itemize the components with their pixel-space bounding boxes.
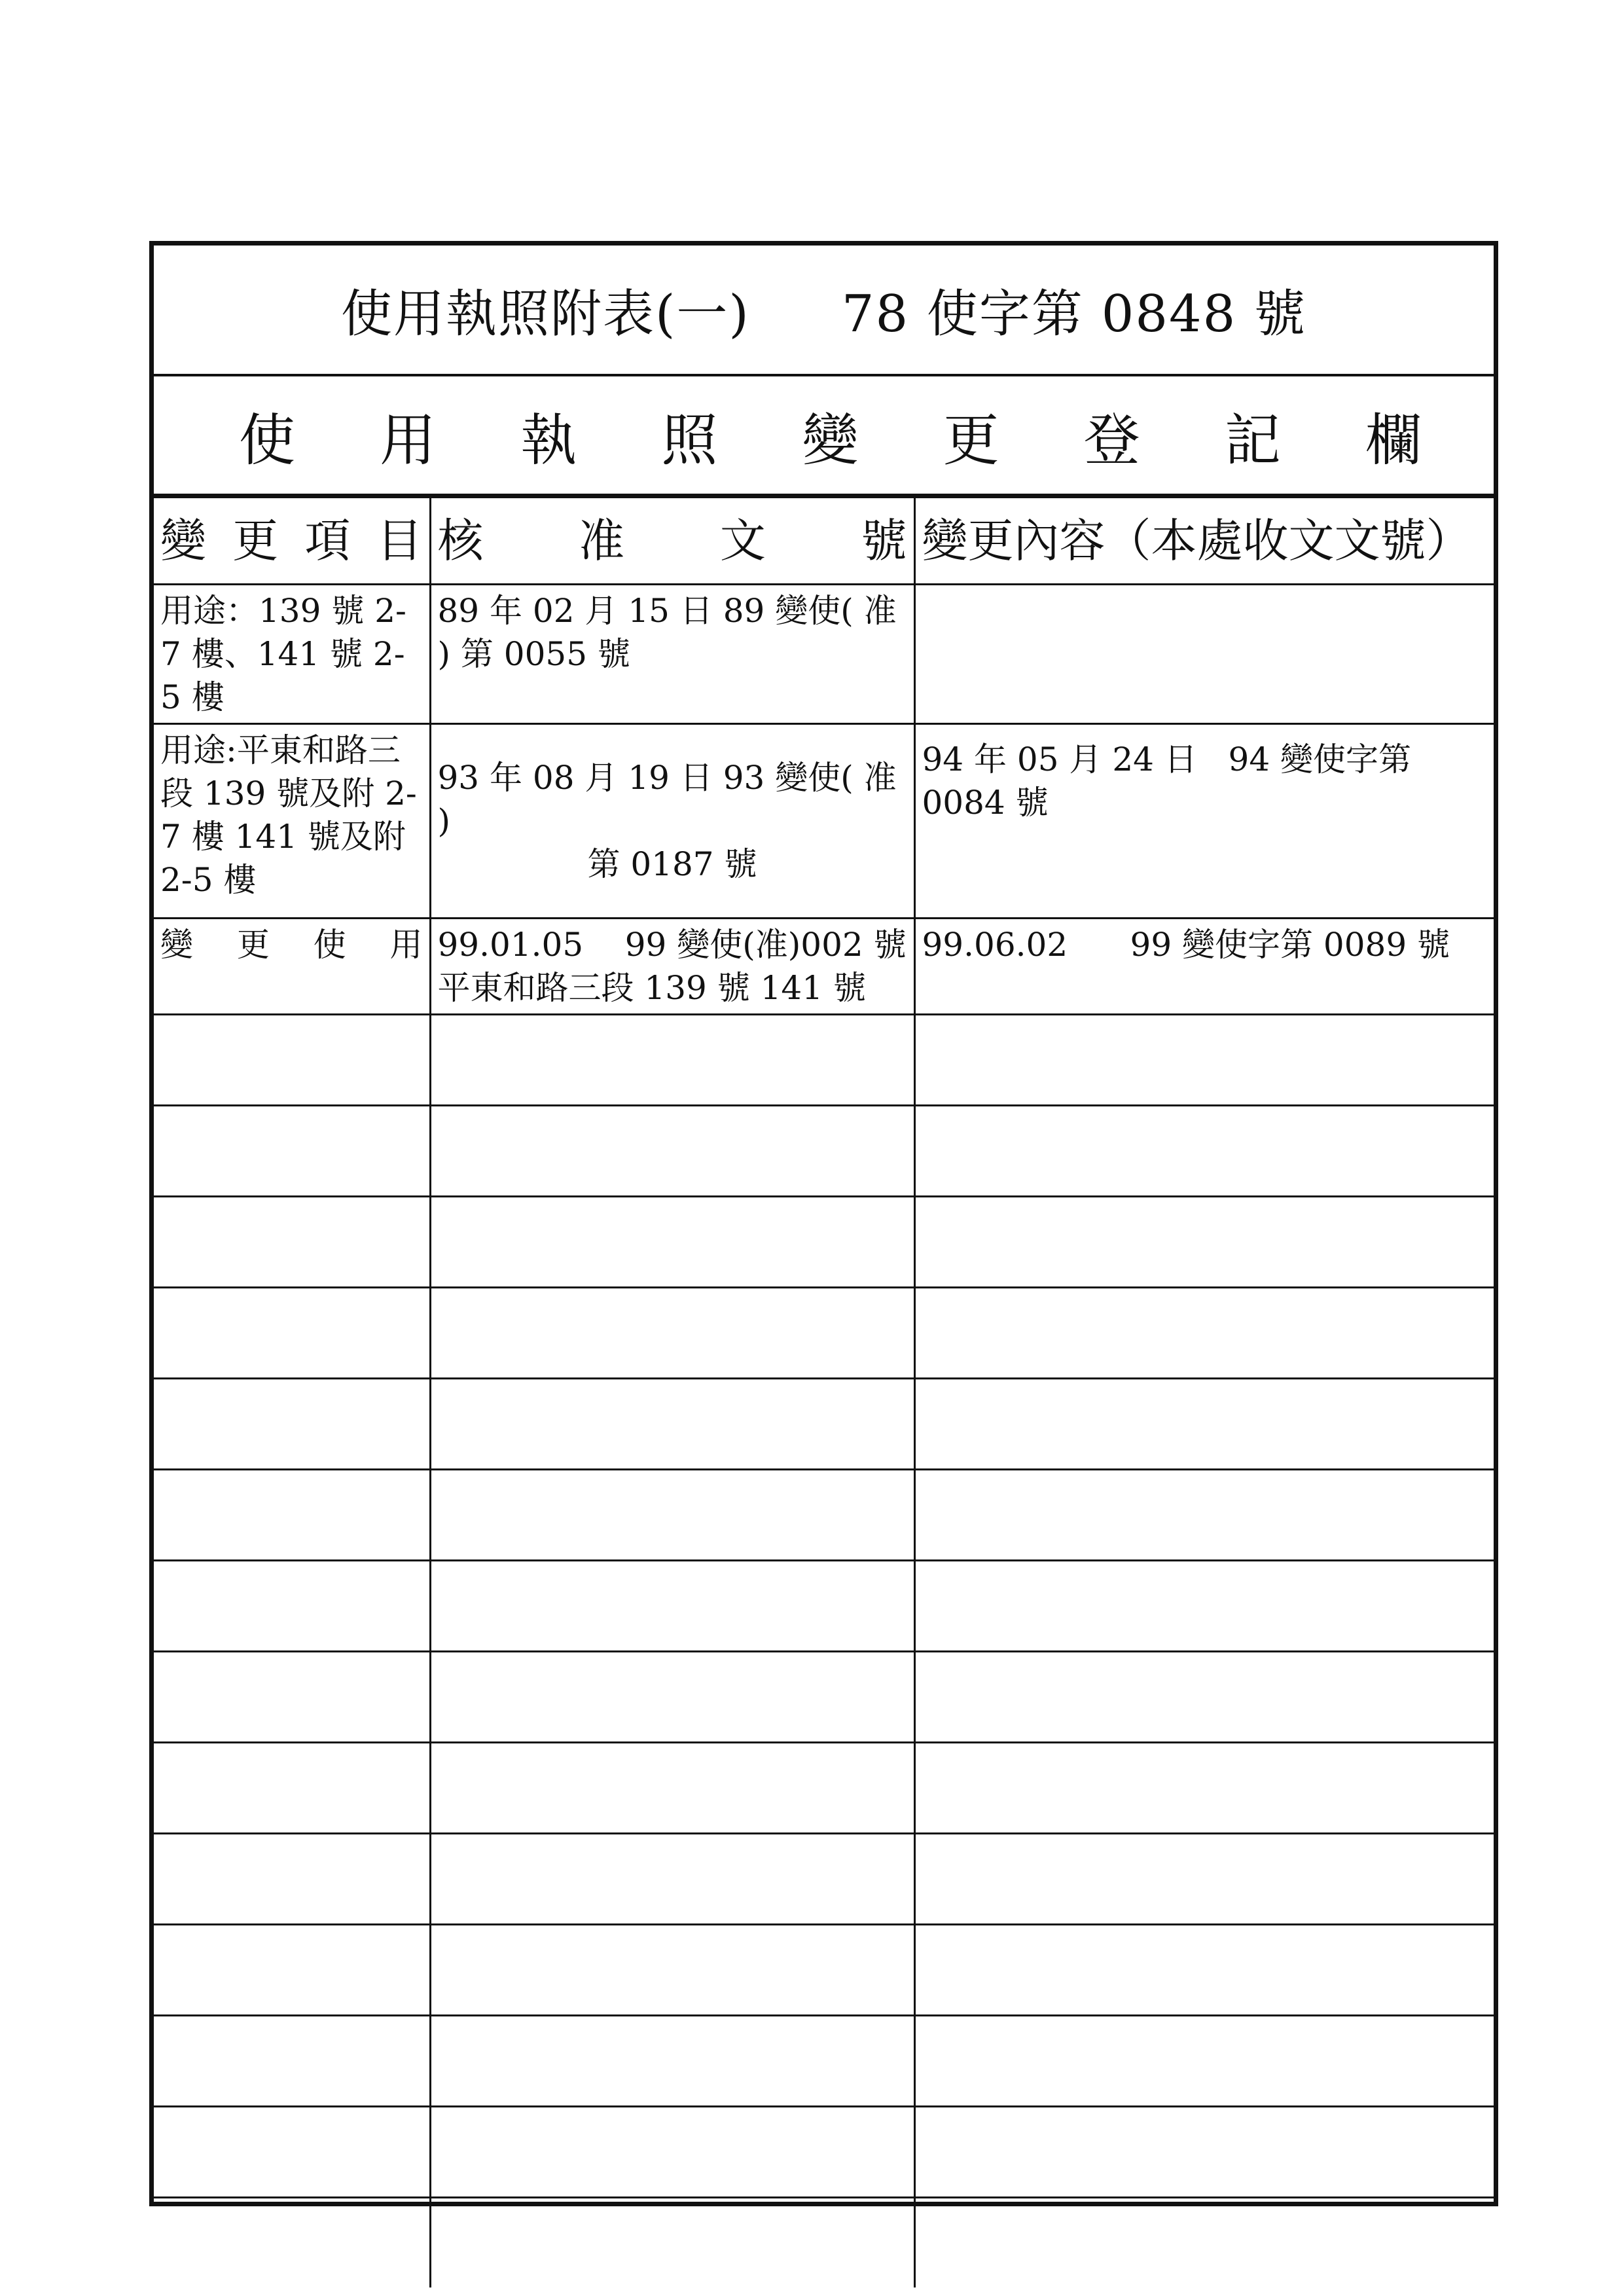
document-title — [154, 246, 1494, 376]
blank-cell — [154, 1561, 430, 1652]
blank-cell — [914, 1106, 1494, 1197]
blank-table-row — [154, 1834, 1494, 1925]
blank-table-row — [154, 1379, 1494, 1470]
blank-table-row — [154, 2107, 1494, 2198]
cell-change-item: 用途：139 號 2-7 樓、141 號 2-5 樓 — [154, 585, 430, 724]
blank-cell — [154, 2016, 430, 2107]
blank-cell — [914, 1561, 1494, 1652]
blank-cell — [430, 1834, 914, 1925]
blank-rows — [154, 1015, 1494, 2288]
section-char: 登 — [1083, 407, 1140, 473]
header-change-item: 變 更 項 目 — [154, 498, 430, 585]
blank-cell — [914, 1470, 1494, 1561]
blank-cell — [154, 2107, 430, 2198]
blank-cell — [154, 2198, 430, 2288]
blank-cell — [430, 1379, 914, 1470]
change-record-table — [154, 496, 1494, 2287]
cell-approval-number: 93 年 08 月 19 日 93 變使( 准 ) 第 0187 號 — [430, 724, 914, 919]
blank-cell — [914, 1743, 1494, 1834]
table-row — [154, 724, 1494, 919]
section-heading — [154, 376, 1494, 496]
blank-cell — [914, 1015, 1494, 1106]
blank-cell — [430, 1743, 914, 1834]
blank-cell — [914, 1197, 1494, 1288]
blank-cell — [430, 1652, 914, 1743]
table-header-row — [154, 498, 1494, 585]
blank-cell — [430, 2016, 914, 2107]
blank-cell — [914, 2107, 1494, 2198]
table-row — [154, 585, 1494, 724]
section-char: 記 — [1224, 407, 1281, 473]
blank-cell — [154, 1288, 430, 1379]
blank-cell — [430, 1015, 914, 1106]
cell-change-content — [914, 585, 1494, 724]
blank-cell — [154, 1197, 430, 1288]
document-frame — [149, 241, 1498, 2206]
blank-cell — [914, 1379, 1494, 1470]
blank-table-row — [154, 1288, 1494, 1379]
blank-cell — [914, 1288, 1494, 1379]
blank-cell — [154, 1470, 430, 1561]
title-right: 78 使字第 0848 號 — [841, 285, 1306, 344]
blank-table-row — [154, 1015, 1494, 1106]
section-char: 使 — [239, 407, 295, 473]
section-char: 變 — [802, 407, 859, 473]
blank-cell — [154, 1834, 430, 1925]
cell-change-content: 94 年 05 月 24 日 94 變使字第 0084 號 — [914, 724, 1494, 919]
blank-cell — [914, 2198, 1494, 2288]
blank-table-row — [154, 1197, 1494, 1288]
blank-cell — [154, 1015, 430, 1106]
blank-table-row — [154, 1652, 1494, 1743]
blank-cell — [430, 2107, 914, 2198]
title-left: 使用執照附表(一) — [340, 285, 750, 344]
blank-table-row — [154, 1743, 1494, 1834]
section-char: 更 — [943, 407, 999, 473]
section-char: 執 — [520, 407, 577, 473]
header-approval-number: 核 准 文 號 — [430, 498, 914, 585]
blank-cell — [430, 1197, 914, 1288]
blank-table-row — [154, 1925, 1494, 2016]
blank-cell — [430, 1561, 914, 1652]
cell-change-content: 99.06.02 99 變使字第 0089 號 — [914, 919, 1494, 1015]
blank-table-row — [154, 1470, 1494, 1561]
table-row — [154, 919, 1494, 1015]
blank-cell — [430, 2198, 914, 2288]
blank-cell — [154, 1743, 430, 1834]
header-change-content: 變更內容（本處收文文號） — [914, 498, 1494, 585]
blank-cell — [430, 1925, 914, 2016]
blank-cell — [914, 1652, 1494, 1743]
blank-table-row — [154, 1106, 1494, 1197]
blank-cell — [430, 1470, 914, 1561]
blank-cell — [154, 1652, 430, 1743]
blank-cell — [154, 1106, 430, 1197]
blank-cell — [430, 1288, 914, 1379]
blank-cell — [430, 1106, 914, 1197]
cell-change-item: 用途:平東和路三段 139 號及附 2-7 樓 141 號及附 2-5 樓 — [154, 724, 430, 919]
section-char: 照 — [661, 407, 718, 473]
cell-change-item: 變 更 使 用 — [154, 919, 430, 1015]
blank-cell — [154, 1379, 430, 1470]
blank-cell — [914, 1834, 1494, 1925]
section-char: 用 — [380, 407, 437, 473]
section-char: 欄 — [1365, 407, 1422, 473]
blank-table-row — [154, 1561, 1494, 1652]
blank-cell — [914, 1925, 1494, 2016]
cell-approval-number: 89 年 02 月 15 日 89 變使( 准 ) 第 0055 號 — [430, 585, 914, 724]
cell-approval-number: 99.01.05 99 變使(准)002 號 平東和路三段 139 號 141 號 — [430, 919, 914, 1015]
blank-cell — [914, 2016, 1494, 2107]
blank-cell — [154, 1925, 430, 2016]
blank-table-row — [154, 2198, 1494, 2288]
blank-table-row — [154, 2016, 1494, 2107]
